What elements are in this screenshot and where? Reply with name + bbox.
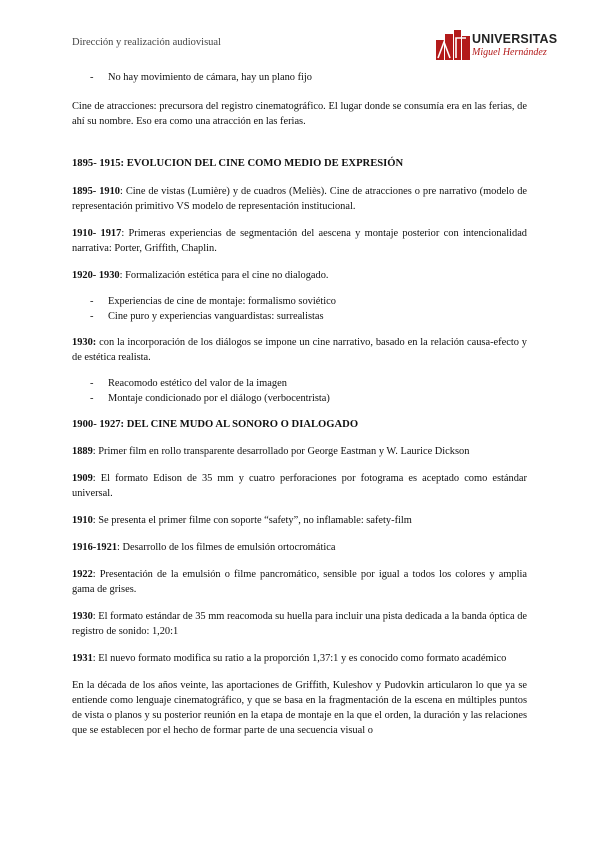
paragraph-atracciones: Cine de atracciones: precursora del registro cinematográfico. El lugar donde se consumía era en las ferias, de ahí su nombre. Eso era como una atracción en las ferias. [72,101,527,127]
bullet-list-1930 [72,376,527,406]
paragraph-text: con la incorporación de los diálogos se impone un cine narrativo, basado en la relación causa-efecto y de estética realista. [72,337,527,363]
list-item: - Experiencias de cine de montaje: formalismo soviético [72,294,527,309]
timeline-1909 [72,471,527,501]
timeline-1930 [72,609,527,639]
paragraph-1910-1917 [72,226,527,256]
logo-subtitle: Miguel Hernández [472,47,547,58]
list-item: - No hay movimiento de cámara, hay un plano fijo [72,70,527,85]
paragraph-text: : El formato estándar de 35 mm reacomoda su huella para incluir una pista dedicada a la banda óptica de registro de sonido: 1,20:1 [72,611,527,637]
year-label: 1931 [72,653,93,664]
paragraph-text: : El formato Edison de 35 mm y cuatro perforaciones por fotograma es aceptado como estándar universal. [72,473,527,499]
year-label: 1895- 1910 [72,186,120,197]
year-label: 1920- 1930 [72,270,120,281]
timeline-1916-1921 [72,540,527,555]
paragraph-text: : Presentación de la emulsión o filme pancromático, sensible por igual a todos los colores y amplia gama de grises. [72,569,527,595]
bullet-list-1920s [72,294,527,324]
year-label: 1930: [72,337,97,348]
paragraph-text: : Se presenta el primer filme con soporte “safety”, no inflamable: safety-film [92,515,412,526]
year-label: 1910- 1917 [72,228,122,239]
bullet-list-camera [72,70,527,85]
paragraph-text: : Primeras experiencias de segmentación del aescena y montaje posterior con intencionalidad narrativa: Porter, Griffith, Chaplin. [72,228,527,254]
paragraph-1920-1930 [72,268,527,283]
timeline-1931 [72,651,527,666]
timeline-1910 [72,513,527,528]
document-body [72,70,527,738]
list-item: - Montaje condicionado por el diálogo (verbocentrista) [72,391,527,406]
paragraph-decada-veinte: En la década de los años veinte, las aportaciones de Griffith, Kuleshov y Pudovkin articularon lo que ya se entiende como lenguaje cinematográfico, y que se basa en la fragmentación de la escena en múltiples puntos de vista o planos y su posterior reunión en la etapa de montaje en la que el orden, la duración y las relaciones que se establecen por el hecho de formar parte de una secuencia visual o [72,680,527,736]
timeline-1922 [72,567,527,597]
section-heading-1895-1915: 1895- 1915: EVOLUCION DEL CINE COMO MEDIO DE EXPRESIÓN [72,158,404,169]
year-label: 1930 [72,611,93,622]
university-logo [436,30,566,62]
paragraph-text: : Cine de vistas (Lumière) y de cuadros (Meliès). Cine de atracciones o pre narrativo (modelo de representación primitivo VS modelo de representación institucional. [72,186,527,212]
umh-logo-mark-icon [436,30,470,60]
paragraph-text: : Desarrollo de los filmes de emulsión ortocromática [117,542,336,553]
year-label: 1910 [72,515,93,526]
list-item: - Reacomodo estético del valor de la imagen [72,376,527,391]
paragraph-text: : Formalización estética para el cine no dialogado. [119,270,329,281]
paragraph-text: : Primer film en rollo transparente desarrollado por George Eastman y W. Laurice Dickson [92,446,470,457]
year-label: 1909 [72,473,93,484]
timeline-1889 [72,444,527,459]
year-label: 1916-1921 [72,542,118,553]
paragraph-text: : El nuevo formato modifica su ratio a la proporción 1,37:1 y es conocido como formato académico [92,653,507,664]
paragraph-1895-1910 [72,184,527,214]
running-header: Dirección y realización audiovisual [72,37,221,48]
year-label: 1889 [72,446,93,457]
section-heading-1900-1927: 1900- 1927: DEL CINE MUDO AL SONORO O DIALOGADO [72,419,359,430]
logo-wordmark: UNIVERSITAS [472,32,558,46]
year-label: 1922 [72,569,93,580]
list-item: - Cine puro y experiencias vanguardistas: surrealistas [72,309,527,324]
paragraph-1930 [72,335,527,365]
